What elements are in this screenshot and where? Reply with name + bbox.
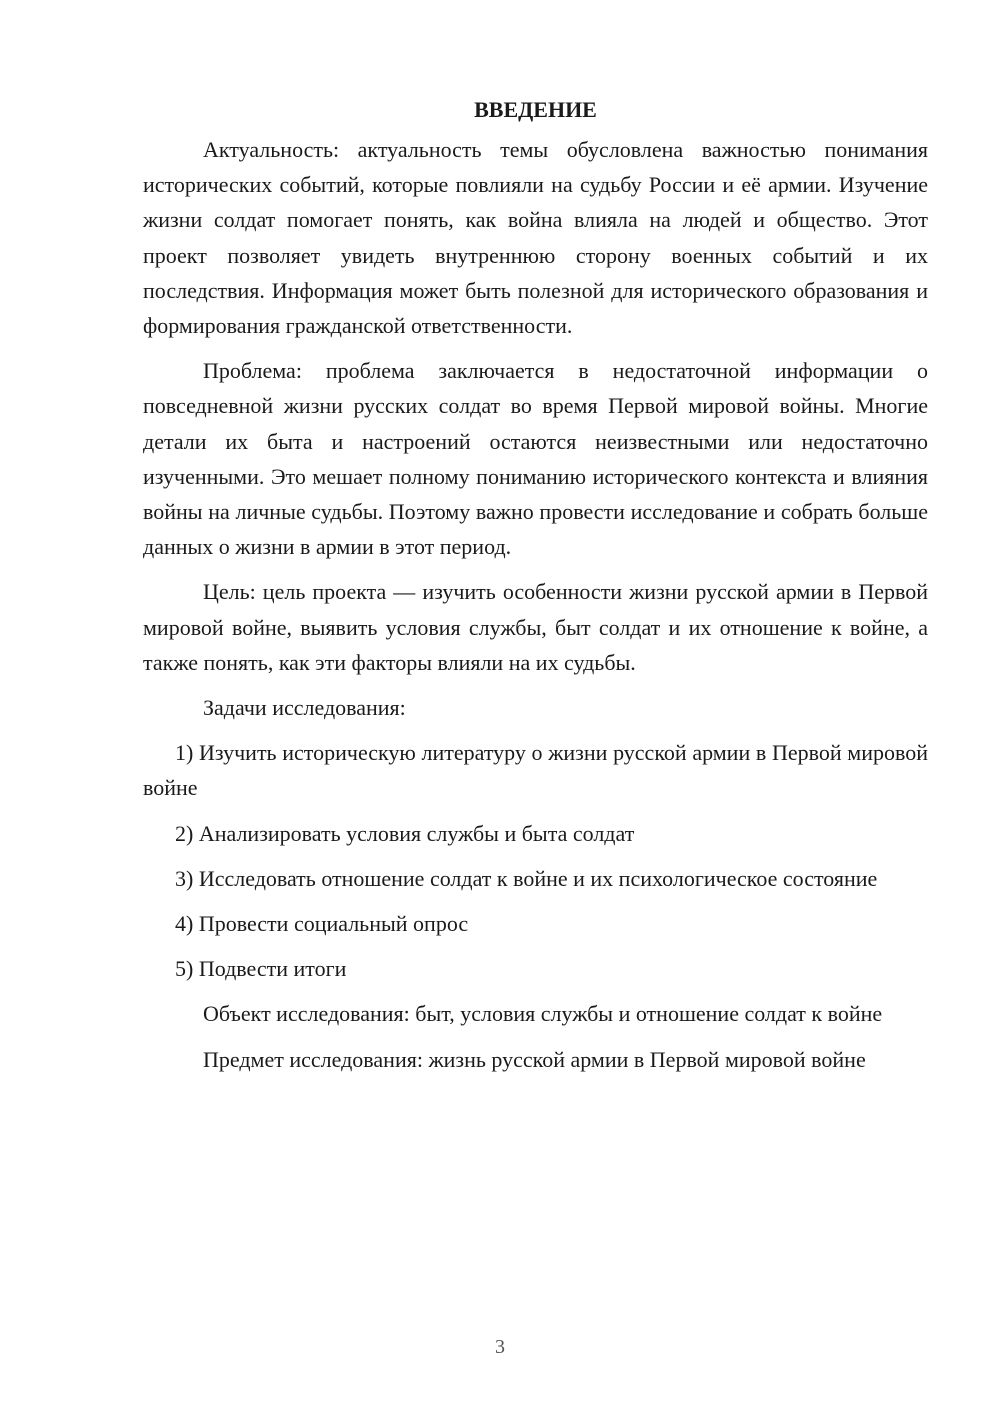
goal-paragraph: Цель: цель проекта — изучить особенности жизни русской армии в Первой мировой войне, выявить условия службы, быт солдат и их отношение к войне, а также понять, как эти факторы влияли на их судьбы. [143, 579, 928, 675]
relevance-paragraph: Актуальность: актуальность темы обусловлена важностью понимания исторических событий, которые повлияли на судьбу России и её армии. Изучение жизни солдат помогает понять, как война влияла на людей и общество. Этот проект позволяет увидеть внутреннюю сторону военных событий и их последствия. Информация может быть полезной для исторического образования и формирования гражданской ответственности. [143, 137, 928, 339]
section-title: ВВЕДЕНИЕ [474, 97, 597, 122]
task-item-2: 2) Анализировать условия службы и быта солдат [175, 820, 635, 846]
task-item-1: 1) Изучить историческую литературу о жизни русской армии в Первой мировой войне [143, 740, 928, 801]
subject-paragraph: Предмет исследования: жизнь русской армии в Первой мировой войне [203, 1046, 866, 1072]
task-item-4: 4) Провести социальный опрос [175, 911, 469, 937]
page-number: 3 [495, 1336, 505, 1358]
task-item-3: 3) Исследовать отношение солдат к войне и их психологическое состояние [175, 865, 878, 891]
document-page [143, 92, 928, 1087]
task-item-5: 5) Подвести итоги [175, 956, 347, 982]
object-paragraph: Объект исследования: быт, условия службы и отношение солдат к войне [203, 1001, 883, 1027]
problem-paragraph: Проблема: проблема заключается в недостаточной информации о повседневной жизни русских солдат во время Первой мировой войны. Многие детали их быта и настроений остаются неизвестными или недостаточно изученными. Это мешает полному пониманию исторического контекста и влияния войны на личные судьбы. Поэтому важно провести исследование и собрать больше данных о жизни в армии в этот период. [143, 358, 928, 560]
tasks-heading: Задачи исследования: [203, 695, 406, 721]
